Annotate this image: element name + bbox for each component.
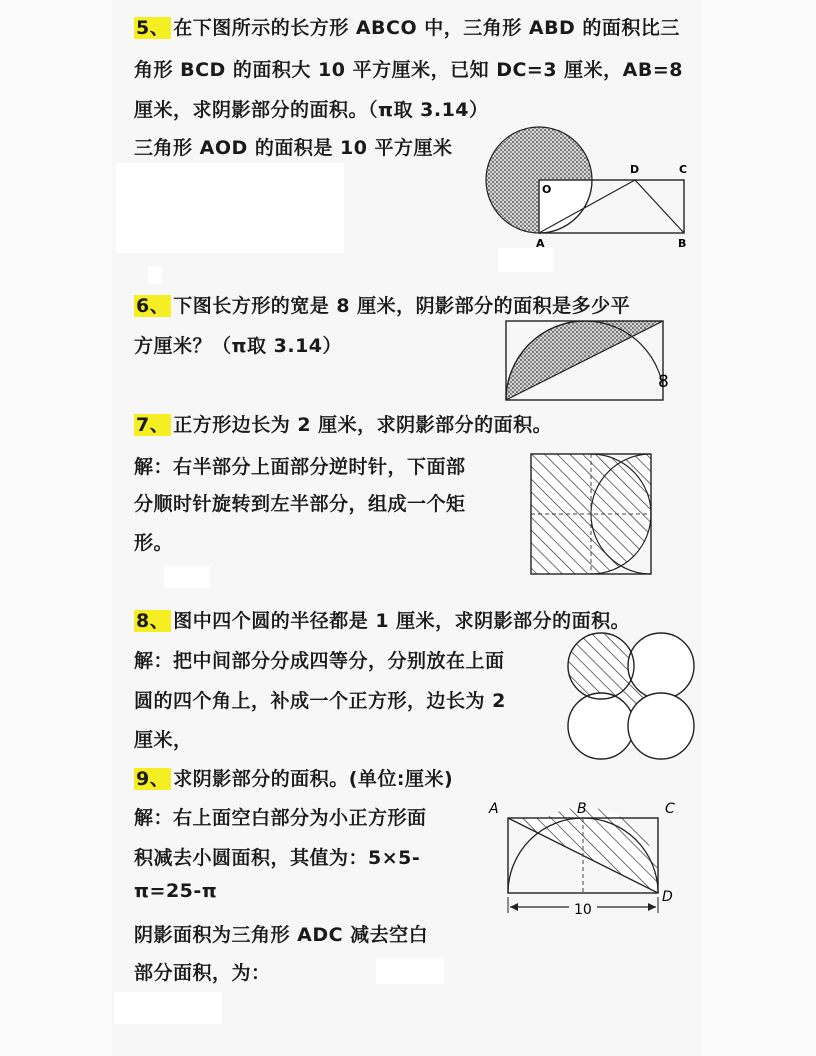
problem-9-line-5: 阴影面积为三角形 ADC 减去空白 [134,924,429,946]
problem-number: 8、 [136,610,170,632]
problem-9-figure [485,795,685,925]
problem-9-line-4: π=25-π [134,880,218,902]
problem-7-line-1: 7、 正方形边长为 2 厘米，求阴影部分的面积。 [136,414,553,436]
problem-8-figure [560,628,700,768]
problem-6-figure [500,315,680,405]
problem-number: 5、 [136,17,170,39]
label-c: C [679,163,688,176]
problem-9-line-1: 9、 求阴影部分的面积。(单位:厘米) [136,768,454,790]
label-d: D [662,889,673,905]
label-d: D [630,163,640,176]
problem-9-line-2: 解：右上面空白部分为小正方形面 [134,807,427,829]
problem-5-line-1: 5、 在下图所示的长方形 ABCO 中，三角形 ABD 的面积比三 [136,17,680,39]
problem-5-line-2: 角形 BCD 的面积大 10 平方厘米，已知 DC=3 厘米，AB=8 [134,59,684,81]
problem-5-line-4: 三角形 AOD 的面积是 10 平方厘米 [134,137,453,159]
label-o: O [542,183,552,196]
problem-number: 7、 [136,414,170,436]
blank-patch [116,163,344,253]
label-c: C [665,801,675,817]
blank-patch [114,992,222,1024]
width-label: 8 [658,372,669,392]
problem-5-figure [480,125,695,260]
blank-patch [148,266,162,284]
label-b: B [678,237,687,250]
problem-number: 9、 [136,768,170,790]
problem-8-line-3: 圆的四个角上，补成一个正方形，边长为 2 [134,690,506,712]
problem-7-line-4: 形。 [134,532,174,554]
problem-9-line-6: 部分面积，为： [134,962,271,984]
width-label: 10 [574,902,592,918]
problem-8-line-1: 8、 图中四个圆的半径都是 1 厘米，求阴影部分的面积。 [136,610,631,632]
label-b: B [577,801,587,817]
blank-patch [164,566,210,588]
label-a: A [489,801,499,817]
problem-7-figure [525,448,660,578]
problem-9-line-3: 积减去小圆面积，其值为：5×5- [134,847,421,869]
problem-5-line-3: 厘米，求阴影部分的面积。（π取 3.14） [134,99,489,121]
problem-6-line-2: 方厘米？（π取 3.14） [134,335,343,357]
label-a: A [536,237,545,250]
problem-7-line-2: 解：右半部分上面部分逆时针，下面部 [134,456,466,478]
blank-patch [376,958,444,984]
problem-8-line-4: 厘米， [134,729,193,751]
problem-7-line-3: 分顺时针旋转到左半部分，组成一个矩 [134,493,466,515]
problem-8-line-2: 解：把中间部分分成四等分，分别放在上面 [134,650,505,672]
problem-6-line-1: 6、 下图长方形的宽是 8 厘米，阴影部分的面积是多少平 [136,295,631,317]
problem-number: 6、 [136,295,170,317]
